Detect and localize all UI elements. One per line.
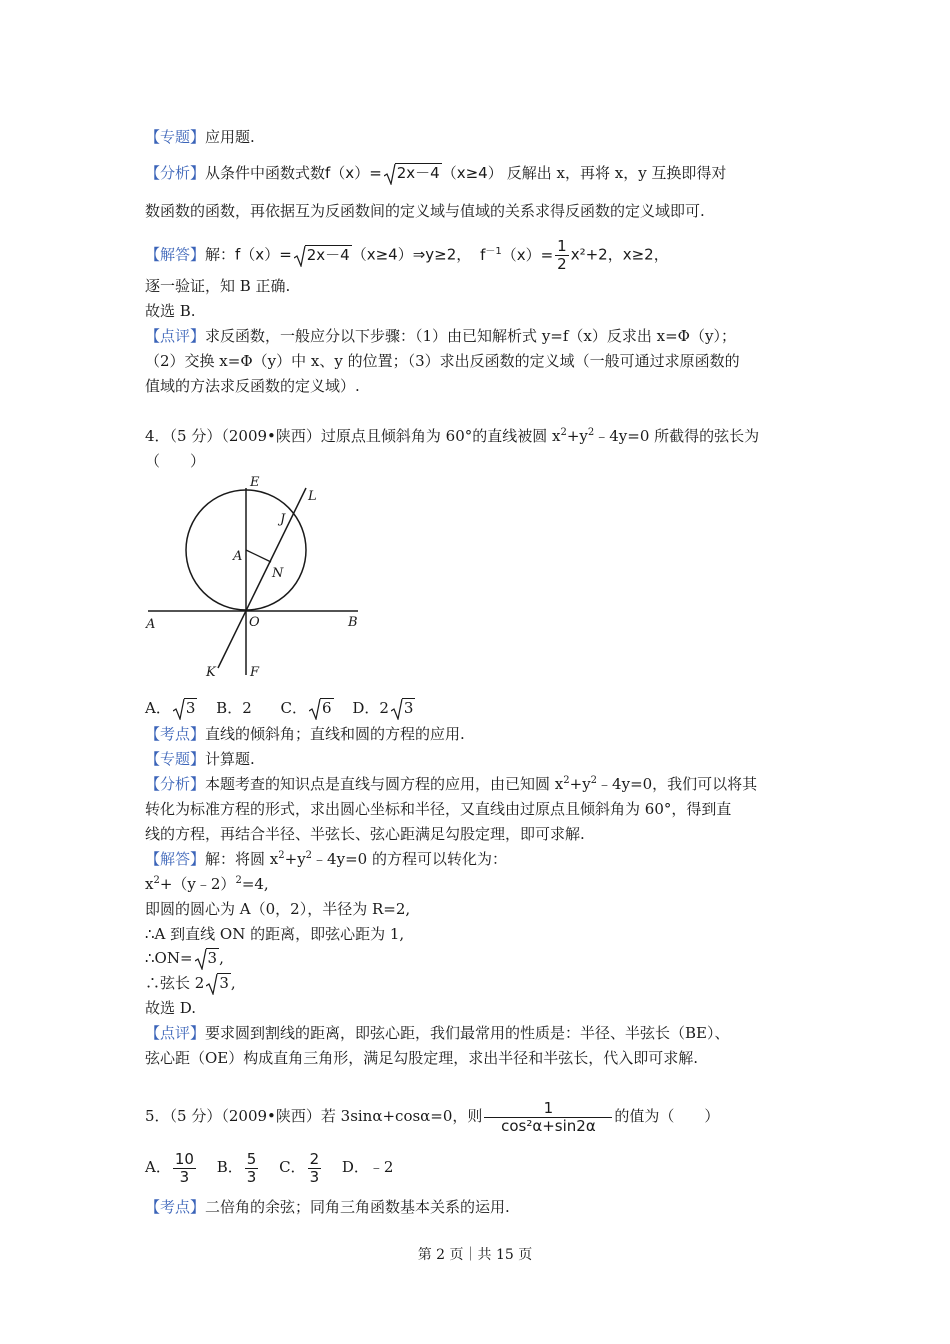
sqrt-2x-4: 2x－4 [384, 163, 442, 183]
fenxi-text: 从条件中函数式数 [205, 164, 326, 182]
q4-zhuanti: 【专题】计算题. [145, 750, 255, 768]
option-b: B． $\frac{5}{3}$ [216, 1149, 257, 1186]
label-A-left: A [146, 617, 156, 632]
label-J: J [280, 512, 286, 527]
q3-dianping [145, 326, 736, 346]
dianping-tag: 【点评】 [145, 327, 206, 345]
q4-kaodian: 【考点】直线的倾斜角；直线和圆的方程的应用. [145, 725, 465, 743]
q4-fenxi-2: 转化为标准方程的形式，求出圆心坐标和半径，又直线由过原点且倾斜角为 60°，得到直 [145, 800, 732, 818]
option-a: A． 3 [145, 699, 196, 717]
label-B: B [348, 615, 358, 630]
q4-jieda: 【解答】解：将圆 $x^2+y^2﹣4y=0$ 的方程可以转化为： [145, 850, 507, 868]
sqrt-6: 6 [309, 698, 334, 718]
q4-distance: ∴A 到直线 ON 的距离，即弦心距为 1, [145, 925, 405, 943]
zhuanti-text: 应用题. [205, 128, 255, 146]
sqrt-3: 3 [206, 973, 231, 993]
option-d: D．2 3 [352, 699, 414, 717]
sqrt-3: 3 [195, 948, 220, 968]
sqrt-3: 3 [173, 698, 198, 718]
option-b: B．2 [216, 699, 252, 717]
dianping-text: 求反函数，一般应分以下步骤：（1）由已知解析式 y=f（x）反求出 x=Φ（y）； [205, 327, 736, 345]
fenxi-fx: f（x）= [325, 164, 382, 182]
option-c: C． $\frac{2}{3}$ [279, 1149, 320, 1186]
sqrt-3: 3 [391, 698, 416, 718]
option-c: C． 6 [280, 699, 332, 717]
label-K: K [206, 665, 216, 680]
zhuanti-tag: 【专题】 [145, 128, 206, 146]
jieda-text: 解： [205, 245, 236, 264]
q3-verify: 逐一验证，知 B 正确. [145, 277, 291, 295]
sqrt-2x-4: 2x－4 [294, 245, 352, 265]
page-footer: 第 2 页｜共 15 页 [417, 1247, 533, 1263]
q5-fraction: $\frac{1}{\text{cos²α+sin2α}}$ [484, 1100, 612, 1135]
label-L: L [308, 489, 317, 504]
frac-one-half: $\frac{1}{2}$ [557, 237, 567, 273]
fenxi-tag: 【分析】 [145, 164, 206, 182]
label-F: F [250, 665, 260, 680]
q4-fenxi: 【分析】本题考查的知识点是直线与圆方程的应用，由已知圆 $x^2+y^2﹣4y=0$，我们可以将其 [145, 775, 758, 793]
label-N: N [272, 566, 284, 581]
option-a: A． $\frac{10}{3}$ [145, 1149, 194, 1186]
q4-dianping: 【点评】要求圆到割线的距离，即弦心距，我们最常用的性质是：半径、半弦长（BE）、 [145, 1024, 730, 1042]
q5-options [145, 1148, 407, 1186]
q3-fenxi [145, 163, 726, 183]
label-E: E [250, 475, 260, 490]
inverse-f: $f^{-1}(x)=$ [480, 245, 554, 264]
q4-equation: $x^2+(y﹣2)^2=4$, [145, 875, 269, 893]
q3-zhuanti [145, 127, 255, 147]
q3-choose: 故选 B. [145, 302, 196, 320]
q4-figure [140, 470, 370, 685]
q3-dianping-3: 值域的方法求反函数的定义域）. [145, 377, 360, 395]
option-d: D．﹣2 [341, 1158, 394, 1176]
q4-center: 即圆的圆心为 A（0，2），半径为 R=2, [145, 900, 411, 918]
q5-stem: 5．（5 分）（2009•陕西）若 3sinα+cosα=0，则 $\frac{1}{\text{cos²α+sin2α}}$ 的值为（ ） [145, 1098, 720, 1135]
q3-jieda [145, 238, 669, 273]
q3-fenxi-line2: 数函数的函数，再依据互为反函数间的定义域与值域的关系求得反函数的定义域即可. [145, 202, 705, 220]
jieda-cond: （x≥4）⇒y≥2， [351, 245, 472, 264]
q4-choose: 故选 D. [145, 999, 197, 1017]
fenxi-text-2: 反解出 x，再将 x，y 互换即得对 [506, 164, 727, 182]
q5-kaodian: 【考点】二倍角的余弦；同角三角函数基本关系的运用. [145, 1198, 510, 1216]
jieda-fx: f（x）= [235, 245, 292, 264]
jieda-tag: 【解答】 [145, 245, 206, 264]
q4-dianping-2: 弦心距（OE）构成直角三角形，满足勾股定理，求出半径和半弦长，代入即可求解. [145, 1049, 699, 1067]
q4-fenxi-3: 线的方程，再结合半径、半弦长、弦心距满足勾股定理，即可求解. [145, 825, 585, 843]
q4-options [145, 698, 429, 718]
q4-paren: （ ） [145, 452, 206, 470]
q3-dianping-2: （2）交换 x=Φ（y）中 x、y 的位置；（3）求出反函数的定义域（一般可通过求原函数的 [145, 352, 740, 370]
q4-chord: ∴弦长 2 3 , [145, 974, 236, 992]
line-KL [218, 488, 306, 668]
q4-stem: 4．（5 分）（2009•陕西）过原点且倾斜角为 60°的直线被圆 $x^2+y^2﹣4y=0$ 所截得的弦长为 [145, 427, 760, 445]
segment-AN [246, 550, 271, 562]
label-O: O [249, 615, 260, 630]
jieda-tail: x²+2，x≥2， [570, 245, 669, 264]
label-A-center: A [233, 549, 243, 564]
q4-on: ∴ON= 3 , [145, 949, 224, 967]
fenxi-cond: （x≥4） [441, 164, 503, 182]
